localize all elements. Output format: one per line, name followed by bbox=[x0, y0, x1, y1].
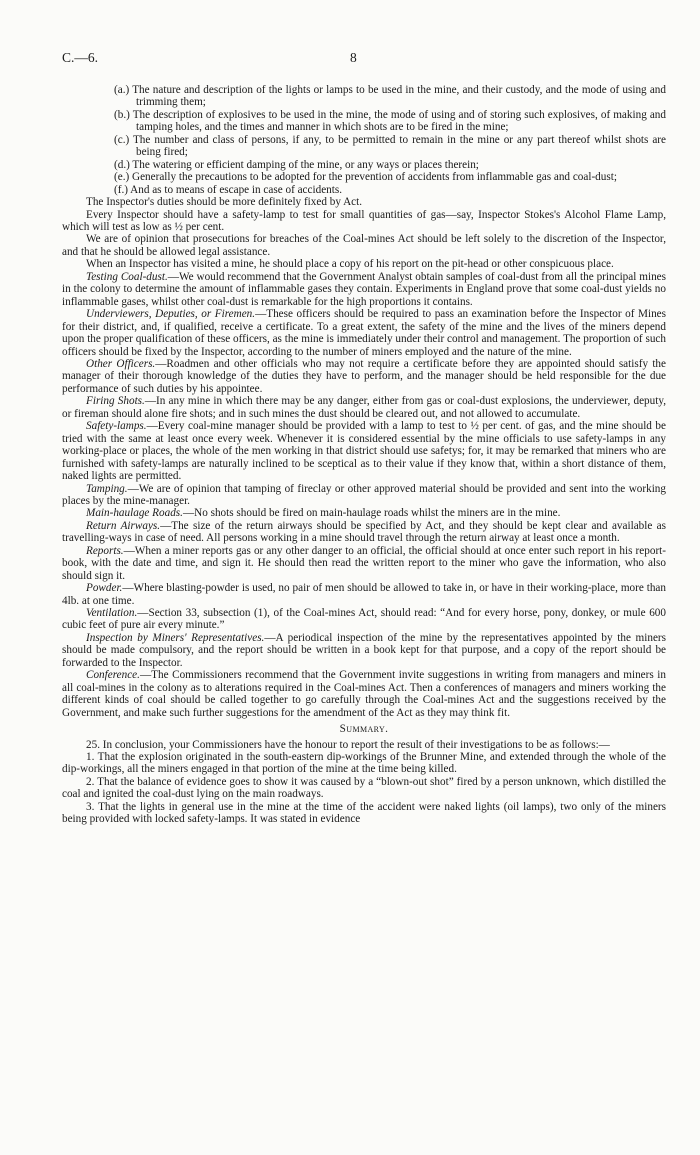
paragraph bbox=[62, 308, 666, 358]
paragraph-text: —We are of opinion that tamping of fireclay or other approved material should be provided and sent into the working places by the mine-manager. bbox=[62, 482, 666, 507]
list-item: (f.) And as to means of escape in case of accidents. bbox=[114, 183, 343, 196]
paragraph-heading: Safety-lamps. bbox=[86, 420, 147, 433]
paragraph-text: —A periodical inspection of the mine by the representatives appointed by the miners should be made compulsory, and the report should be written in a book kept for that purpose, and a copy of the report should be forwarded to the Inspector. bbox=[62, 631, 666, 669]
paragraph-heading: Powder. bbox=[86, 582, 123, 595]
paragraph-heading: Underviewers, Deputies, or Firemen. bbox=[86, 308, 256, 321]
section-heading: Summary. bbox=[339, 723, 389, 736]
paragraph-text: —The Commissioners recommend that the Government invite suggestions in writing from managers and miners in all coal-mines in the colony as to alterations required in the Coal-mines Act. Then a conferences of managers and miners working the different kinds of coal should be called together to go carefully through the Coal-mines Act and the suggestions received by the Government, and make such further suggestions for the amendment of the Act as they may think fit. bbox=[62, 669, 666, 719]
paragraph-text: —Where blasting-powder is used, no pair of men should be allowed to take in, or have in their working-place, more than 4lb. at one time. bbox=[62, 582, 666, 607]
list-item: (a.) The nature and description of the lights or lamps to be used in the mine, and their custody, and the mode of using and trimming them; bbox=[114, 84, 666, 109]
paragraph-heading: Other Officers. bbox=[86, 357, 156, 370]
paragraph bbox=[62, 483, 666, 508]
paragraph bbox=[62, 507, 666, 519]
paragraph-text: When an Inspector has visited a mine, he should place a copy of his report on the pit-head or other conspicuous place. bbox=[86, 258, 614, 271]
paragraph bbox=[62, 607, 666, 632]
paragraph-heading: Inspection by Miners' Representatives. bbox=[86, 631, 265, 644]
list-item: (e.) Generally the precautions to be adopted for the prevention of accidents from inflammable gas and coal-dust; bbox=[114, 171, 617, 184]
paragraph-heading: Return Airways. bbox=[86, 519, 161, 532]
page-body bbox=[62, 84, 666, 826]
paragraph bbox=[62, 520, 666, 545]
paragraph-text: —The size of the return airways should be specified by Act, and they should be kept clear and available as travelling-ways in case of need. All persons working in a mine should travel through the return airway at least once a month. bbox=[62, 519, 666, 545]
document-code: C.—6. bbox=[62, 50, 99, 65]
paragraph bbox=[62, 545, 666, 582]
paragraph-heading: Conference. bbox=[86, 669, 140, 682]
paragraph-text: —No shots should be fired on main-haulage roads whilst the miners are in the mine. bbox=[182, 507, 561, 520]
paragraph-heading: Testing Coal-dust. bbox=[86, 270, 168, 283]
page-number: 8 bbox=[350, 50, 357, 65]
paragraph bbox=[62, 233, 666, 258]
paragraph-heading: Main-haulage Roads. bbox=[86, 507, 183, 520]
paragraph-text: —Every coal-mine manager should be provided with a lamp to test to ½ per cent. of gas, and the mine should be tried with the same at least once every week. Whenever it is considered essential by the mine officials to use safety-lamps in any working-place or places, the whole of the men working in that district should use safetys; for, it may be remarked that miners who are furnished with safety-lamps are naturally inclined to be sceptical as to their value if they know that, within a short distance of them, naked lights are permitted. bbox=[62, 420, 666, 483]
paragraph-text: Every Inspector should have a safety-lamp to test for small quantities of gas—say, Inspector Stokes's Alcohol Flame Lamp, which will test as low as ½ per cent. bbox=[62, 208, 666, 233]
paragraph bbox=[62, 669, 666, 719]
paragraph bbox=[62, 209, 666, 234]
paragraph-text: We are of opinion that prosecutions for breaches of the Coal-mines Act should be left solely to the discretion of the Inspector, and that he should be allowed legal assistance. bbox=[62, 233, 666, 258]
list-item: (b.) The description of explosives to be used in the mine, the mode of using and of storing such explosives, of making and tamping holes, and the times and manner in which shots are to be fired in the mine; bbox=[114, 108, 666, 134]
paragraph-heading: Ventilation. bbox=[86, 607, 138, 620]
summary-paragraph: 25. In conclusion, your Commissioners have the honour to report the result of their investigations to be as follows:— bbox=[86, 738, 610, 751]
paragraph-text: —We would recommend that the Government Analyst obtain samples of coal-dust from all the principal mines in the colony to determine the amount of inflammable gases they contain. Experiments in England prove that some coal-dust yields no inflammable gases, whilst other coal-dust is remarkable for the high proportions it contains. bbox=[62, 270, 666, 308]
paragraph-text: —Section 33, subsection (1), of the Coal-mines Act, should read: “And for every horse, pony, donkey, or mule 600 cubic feet of pure air every minute.” bbox=[62, 607, 666, 632]
paragraph-heading: Tamping. bbox=[86, 482, 128, 495]
paragraph bbox=[62, 358, 666, 395]
summary-paragraph: 3. That the lights in general use in the mine at the time of the accident were naked lights (oil lamps), two only of the miners being provided with locked safety-lamps. It was stated in evidence bbox=[62, 800, 666, 826]
paragraph-text: The Inspector's duties should be more definitely fixed by Act. bbox=[86, 196, 363, 209]
summary-paragraph: 1. That the explosion originated in the south-eastern dip-workings of the Brunner Mine, and extended through the whole of the dip-workings, all the miners engaged in that portion of the mine at the time being killed. bbox=[62, 751, 666, 776]
paragraph bbox=[62, 420, 666, 482]
paragraph bbox=[62, 632, 666, 669]
paragraph bbox=[62, 196, 666, 208]
paragraph-text: —In any mine in which there may be any danger, either from gas or coal-dust explosions, the underviewer, deputy, or fireman should alone fire shots; and in such mines the dust should be cleared out, and not allowed to accumulate. bbox=[62, 395, 666, 420]
list-item: (d.) The watering or efficient damping of the mine, or any ways or places therein; bbox=[114, 158, 479, 171]
paragraph bbox=[62, 395, 666, 420]
paragraph bbox=[62, 582, 666, 607]
paragraph bbox=[62, 271, 666, 308]
paragraph-text: —When a miner reports gas or any other danger to an official, the official should at once enter such report in his report-book, with the date and time, and sign it. He should then read the written report to the miner who gave the information, who also should sign it. bbox=[62, 544, 666, 582]
paragraph-heading: Reports. bbox=[86, 544, 124, 557]
paragraph-heading: Firing Shots. bbox=[86, 395, 145, 408]
paragraph-text: —Roadmen and other officials who may not require a certificate before they are appointed should satisfy the manager of their thorough knowledge of the duties they have to perform, and the manager should be held responsible for the due performance of such duties by his appointee. bbox=[62, 357, 666, 395]
page-header bbox=[62, 50, 662, 66]
summary-paragraph: 2. That the balance of evidence goes to show it was caused by a “blown-out shot” fired by a person unknown, which distilled the coal and ignited the coal-dust lying on the main roadways. bbox=[62, 775, 666, 801]
list-item: (c.) The number and class of persons, if any, to be permitted to remain in the mine or any part thereof whilst shots are being fired; bbox=[114, 133, 666, 159]
paragraph bbox=[62, 258, 666, 270]
paragraph-text: —These officers should be required to pass an examination before the Inspector of Mines for their district, and, if qualified, receive a certificate. To a great extent, the safety of the mine and the lives of the miners depend upon the proper qualification of these officers, as the mine is immediately under their control and management. The proportion of such officers should be fixed by the Inspector, according to the number of miners employed and the nature of the mine. bbox=[62, 308, 666, 358]
